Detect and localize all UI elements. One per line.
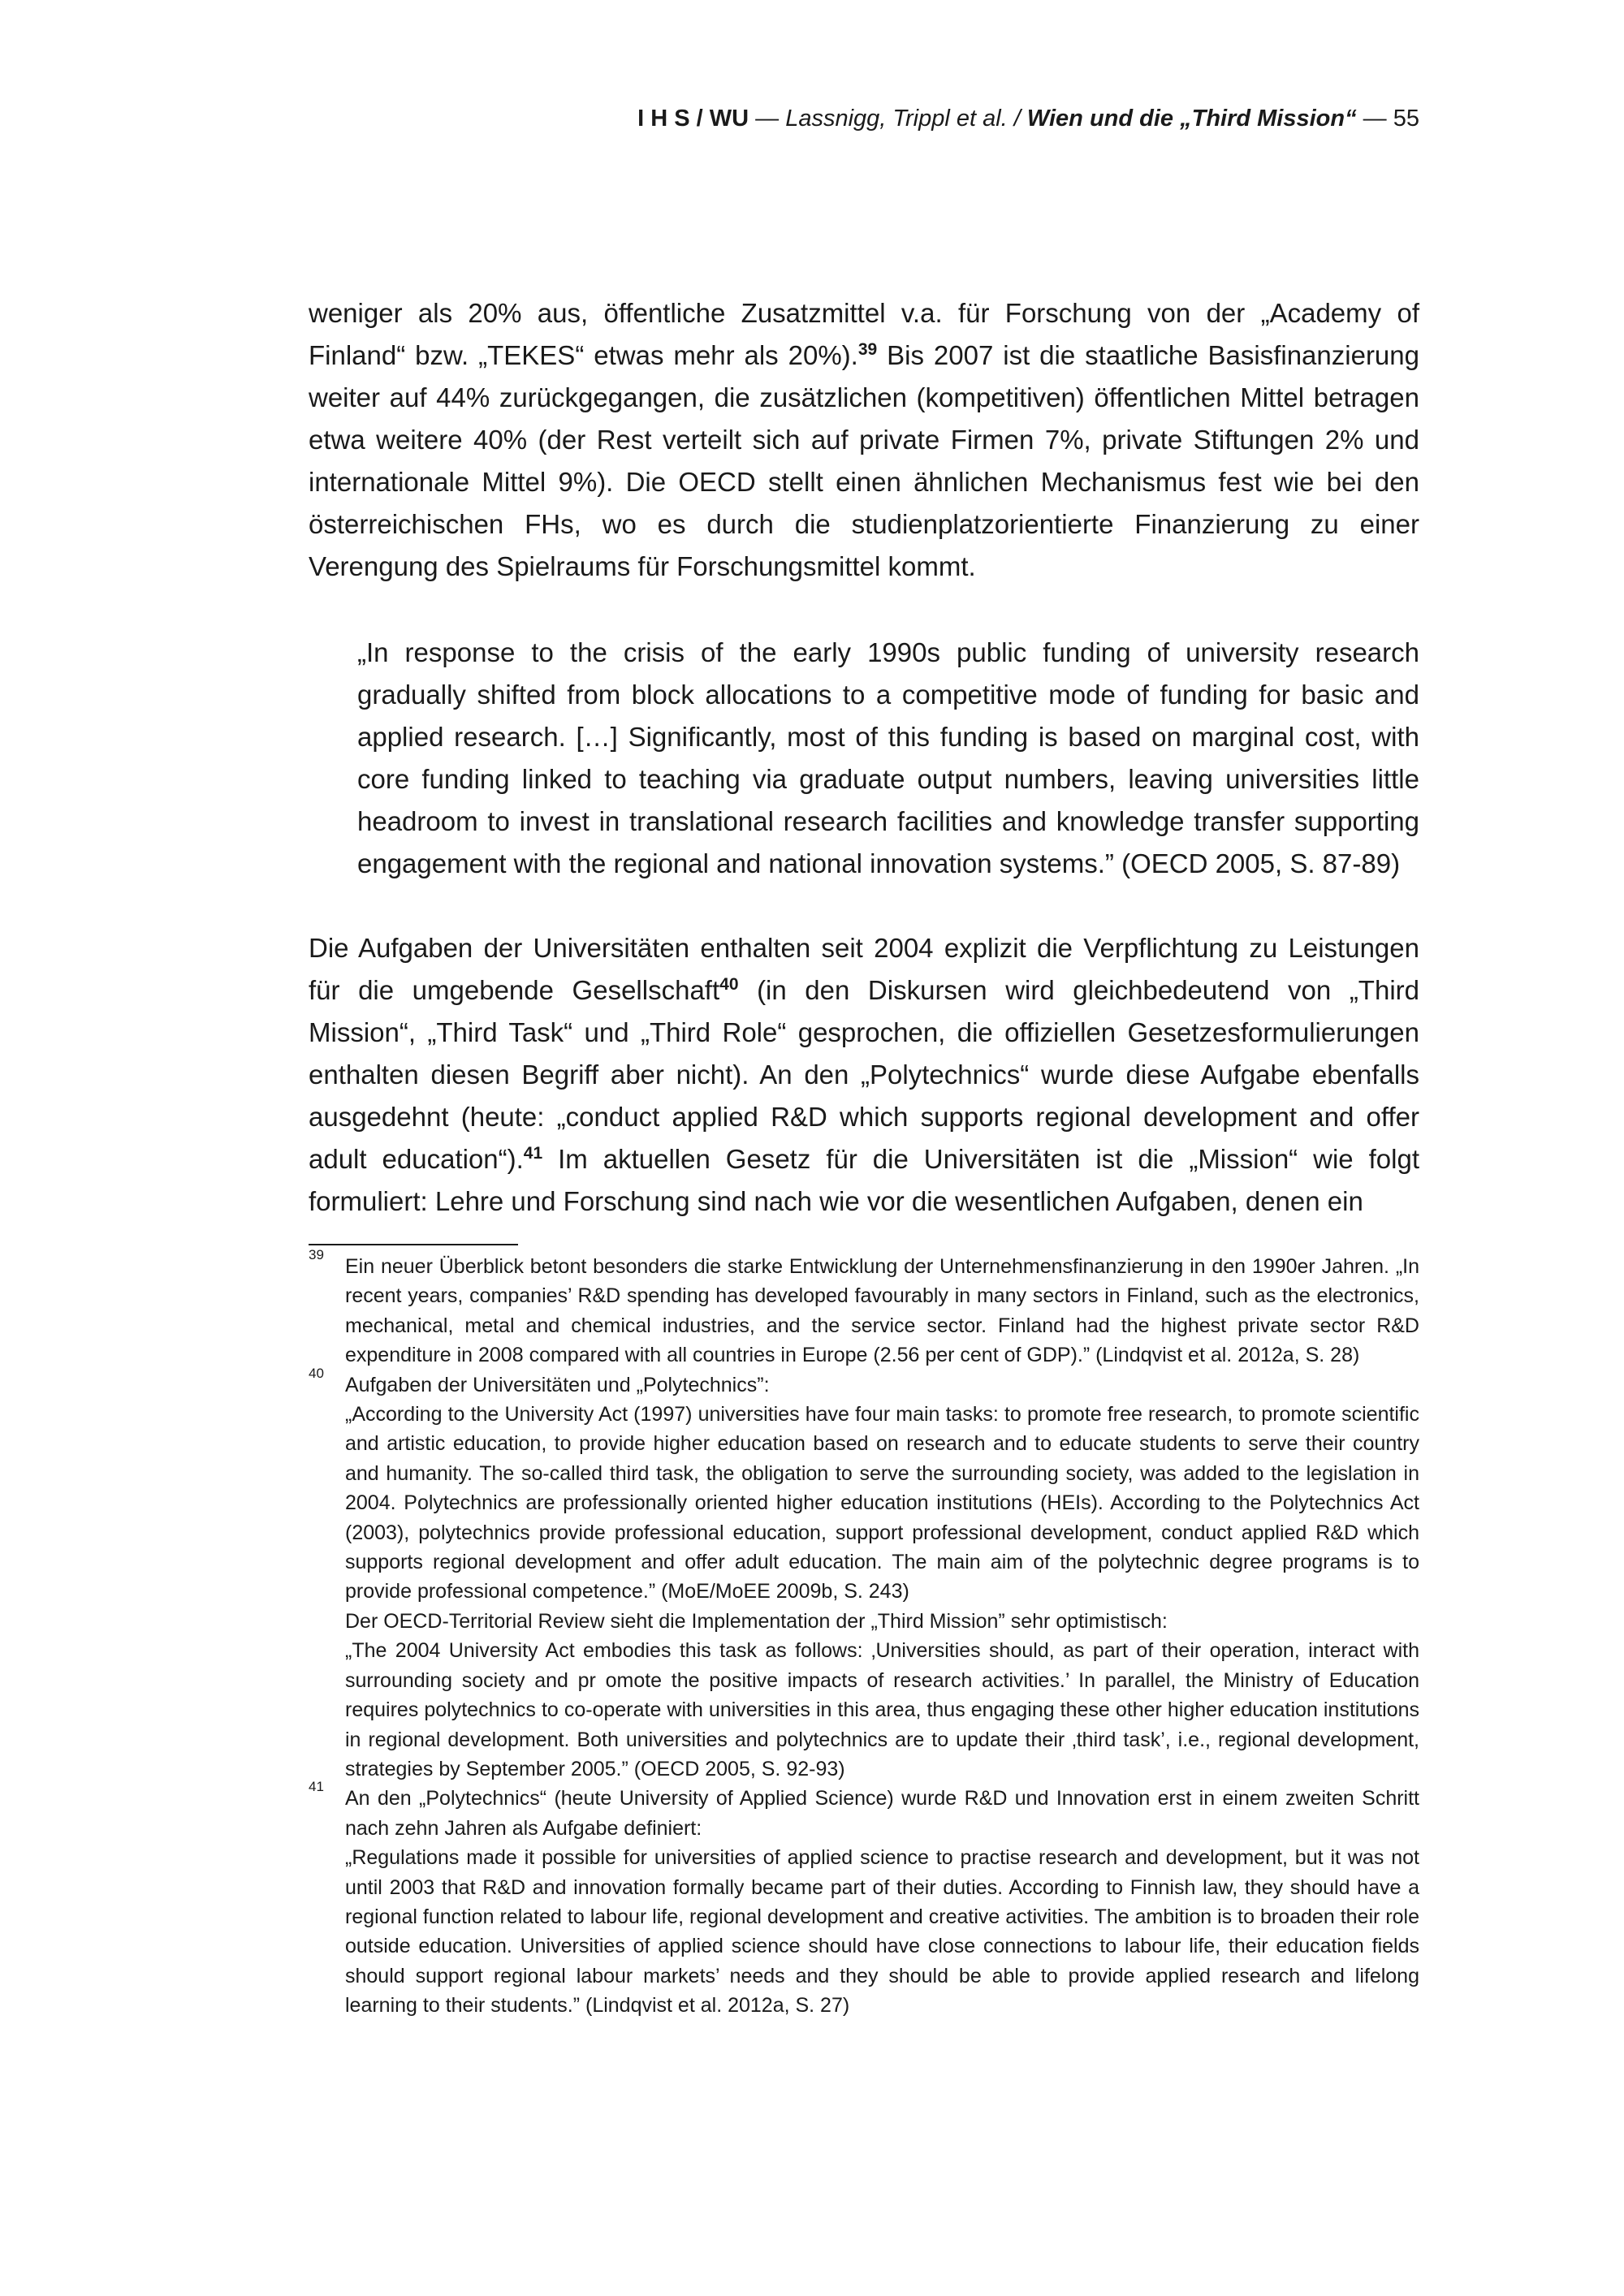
footnote-text: Ein neuer Überblick betont besonders die starke Entwicklung der Unternehmensfinanzierung in den 1990er Jahren. „In recent years, companies’ R&D spending has developed favourably in many sectors in Finland, such as the electronics, mechanical, metal and chemical industries, and the service sector. Finland had the highest private sector R&D expenditure in 2008 compared with all countries in Europe (2.56 per cent of GDP).” (Lindqvist et al. 2012a, S. 28) — [345, 1255, 1419, 1367]
header-dash: — — [749, 106, 786, 132]
footnote-separator — [309, 1244, 518, 1245]
paragraph-text: weniger als 20% aus, öffentliche Zusatzmittel v.a. für Forschung von der „Academy of Finland“ bzw. „TEKES“ etwas mehr als 20%). — [309, 298, 1419, 370]
header-org: I H S / WU — [637, 106, 749, 132]
footnote-number: 40 — [309, 1365, 324, 1381]
footnote-quote: „According to the University Act (1997) universities have four main tasks: to promote free research, to promote scientific and artistic education, to provide higher education based on research and to educate students to serve their country and humanity. The so-called third task, the obligation to serve the surrounding society, was added to the legislation in 2004. Polytechnics are professionally oriented higher education institutions (HEIs). According to the Polytechnics Act (2003), polytechnics provide professional education, support professional development, conduct applied R&D which supports regional development and offer adult education. The main aim of the polytechnic degree programs is to provide professional competence.” (MoE/MoEE 2009b, S. 243) — [345, 1403, 1419, 1603]
paragraph-text: Bis 2007 ist die staatliche Basisfinanzierung weiter auf 44% zurückgegangen, die zusätzlichen (kompetitiven) öffentlichen Mittel betragen etwa weitere 40% (der Rest verteilt sich auf private Firmen 7%, private Stiftungen 2% und internationale Mittel 9%). Die OECD stellt einen ähnlichen Mechanismus fest wie bei den österreichischen FHs, wo es durch die studienplatzorientierte Finanzierung zu einer Verengung des Spielraums für Forschungsmittel kommt. — [309, 340, 1419, 581]
paragraph-text: (in den Diskursen wird gleichbedeutend von „Third Mission“, „Third Task“ und „Third Role“ gesprochen, die offiziellen Gesetzesformulierungen enthalten diesen Begriff aber nicht). An den „Polytechnics“ wurde diese Aufgabe ebenfalls ausgedehnt (heute: „conduct applied R&D which supports regional development and offer adult education“). — [309, 975, 1419, 1174]
footnote-number: 39 — [309, 1247, 324, 1262]
block-quote: „In response to the crisis of the early 1990s public funding of university research gradually shifted from block allocations to a competitive mode of funding for basic and applied research. […] Significantly, most of this funding is based on marginal cost, with core funding linked to teaching via graduate output numbers, leaving universities little headroom to invest in translational research facilities and knowledge transfer supporting engagement with the regional and national innovation systems.” (OECD 2005, S. 87-89) — [357, 637, 1419, 878]
header-dash: — — [1356, 106, 1393, 132]
footnote-number: 41 — [309, 1779, 324, 1795]
paragraph-2 — [309, 927, 1419, 1223]
footnote-text: An den „Polytechnics“ (heute University of Applied Science) wurde R&D und Innovation erst in einem zweiten Schritt nach zehn Jahren als Aufgabe definiert: — [345, 1787, 1419, 1840]
paragraph-1 — [309, 292, 1419, 588]
footnote-ref: 39 — [857, 340, 878, 359]
page-number: 55 — [1393, 106, 1419, 132]
header-authors: Lassnigg, Trippl et al. / — [785, 106, 1027, 132]
running-header — [637, 104, 1419, 133]
footnote-40 — [309, 1365, 1419, 1785]
footnote-41 — [309, 1779, 1419, 2020]
footnotes — [309, 1247, 1419, 2021]
paragraph-text: Im aktuellen Gesetz für die Universitäten ist die „Mission“ wie folgt formuliert: Lehre und Forschung sind nach wie vor die wesentlichen Aufgaben, denen ein — [309, 1144, 1419, 1216]
paragraph-text: Die Aufgaben der Universitäten enthalten seit 2004 explizit die Verpflichtung zu Leistungen für die umgebende Gesellschaft — [309, 933, 1419, 1005]
footnote-quote: „The 2004 University Act embodies this task as follows: ‚Universities should, as part of their operation, interact with surrounding society and pr omote the positive impacts of research activities.’ In parallel, the Ministry of Education requires polytechnics to co-operate with universities in this area, thus engaging these other higher education institutions in regional development. Both universities and polytechnics are to update their ‚third task’, i.e., regional development, strategies by September 2005.” (OECD 2005, S. 92-93) — [345, 1639, 1419, 1780]
footnote-text: Aufgaben der Universitäten und „Polytechnics”: — [345, 1373, 770, 1396]
footnote-ref: 40 — [719, 975, 739, 994]
footnote-ref: 41 — [523, 1144, 543, 1163]
footnote-quote: „Regulations made it possible for universities of applied science to practise research and development, but it was not until 2003 that R&D and innovation formally became part of their duties. According to Finnish law, they should have a regional function related to labour life, regional development and creative activities. The ambition is to broaden their role outside education. Universities of applied science should have close connections to labour life, their education fields should support regional labour markets’ needs and they should be able to provide applied research and lifelong learning to their students.” (Lindqvist et al. 2012a, S. 27) — [345, 1846, 1419, 2018]
footnote-39 — [309, 1247, 1419, 1370]
footnote-text: Der OECD-Territorial Review sieht die Implementation der „Third Mission” sehr optimistisch: — [345, 1609, 1168, 1633]
header-title: Wien und die „Third Mission“ — [1026, 106, 1357, 132]
